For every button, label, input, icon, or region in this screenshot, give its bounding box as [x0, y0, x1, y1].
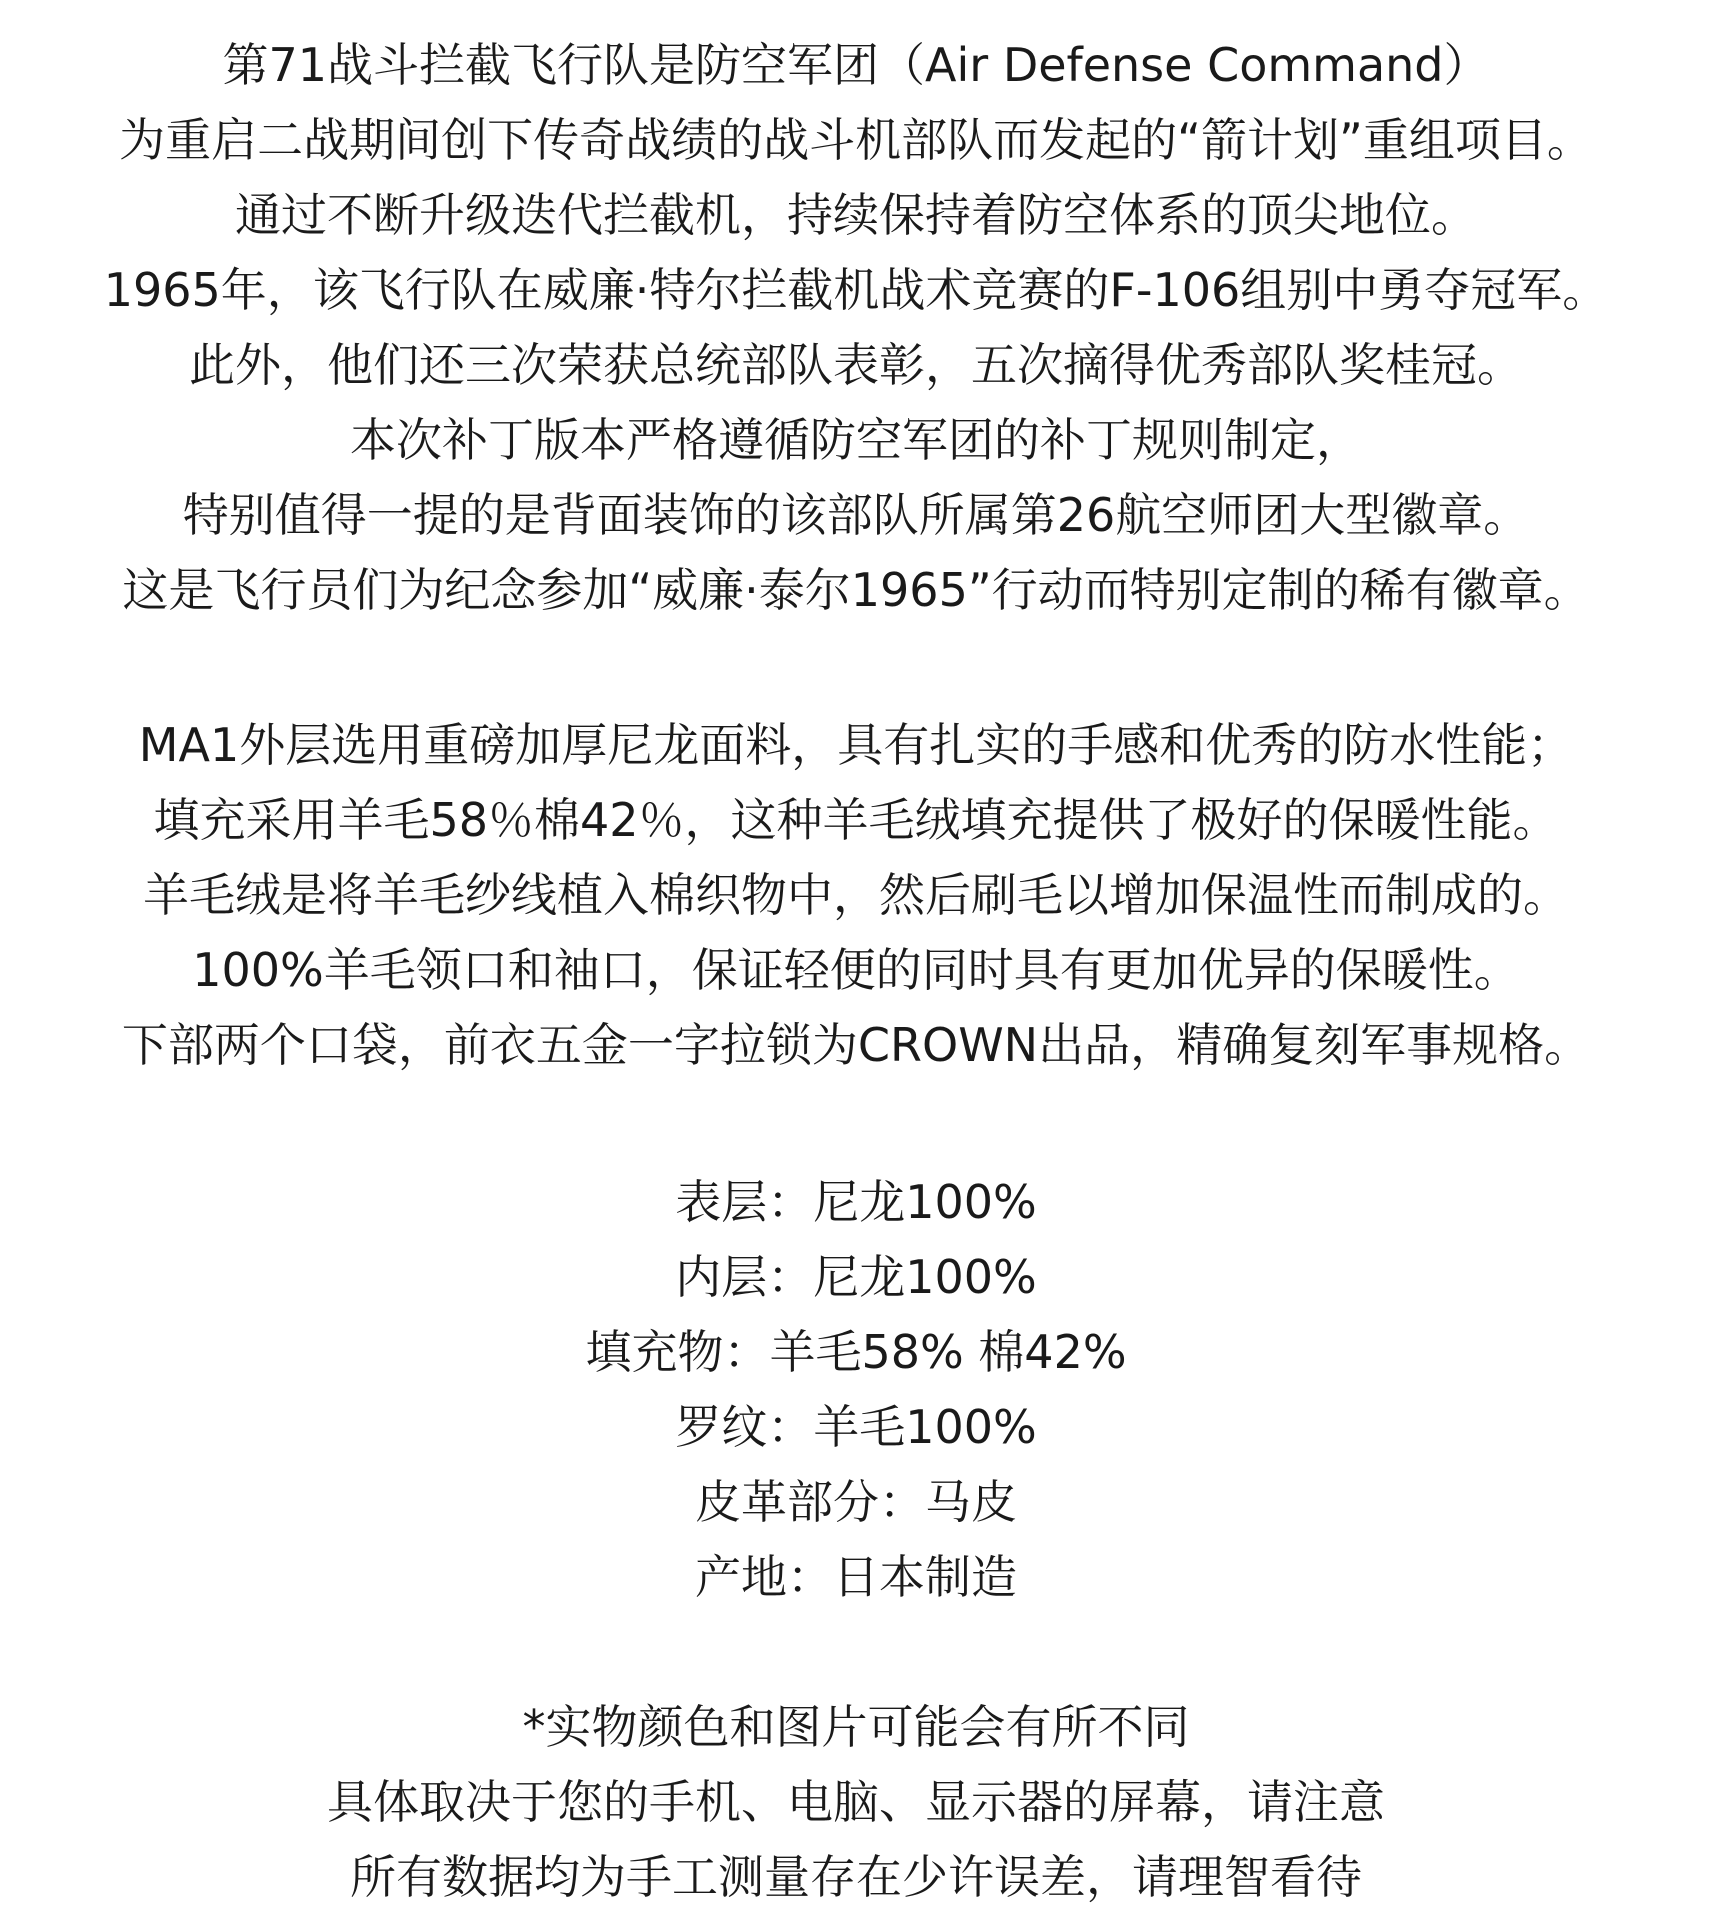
material-line: 填充采用羊毛58％棉42％，这种羊毛绒填充提供了极好的保暖性能。	[153, 793, 1559, 847]
history-line: 特别值得一提的是背面装饰的该部队所属第26航空师团大型徽章。	[182, 488, 1530, 542]
history-line: 这是飞行员们为纪念参加“威廉·泰尔1965”行动而特别定制的稀有徽章。	[122, 563, 1590, 617]
disclaimer-line: 具体取决于您的手机、电脑、显示器的屏幕，请注意	[327, 1775, 1385, 1829]
disclaimer-line: 所有数据均为手工测量存在少许误差，请理智看待	[350, 1850, 1362, 1904]
spec-leather: 皮革部分：马皮	[695, 1475, 1017, 1529]
spec-filling: 填充物：羊毛58% 棉42%	[585, 1325, 1127, 1379]
history-line: 1965年，该飞行队在威廉·特尔拦截机战术竞赛的F-106组别中勇夺冠军。	[103, 263, 1609, 317]
specification-list	[0, 1165, 1712, 1615]
spec-origin: 产地：日本制造	[695, 1550, 1017, 1604]
history-line: 通过不断升级迭代拦截机，持续保持着防空体系的顶尖地位。	[235, 188, 1477, 242]
history-line: 本次补丁版本严格遵循防空军团的补丁规则制定，	[350, 413, 1362, 467]
material-line: 100%羊毛领口和袖口，保证轻便的同时具有更加优异的保暖性。	[192, 943, 1520, 997]
spec-inner-layer: 内层：尼龙100%	[675, 1250, 1037, 1304]
material-line: 下部两个口袋，前衣五金一字拉锁为CROWN出品，精确复刻军事规格。	[121, 1018, 1591, 1072]
material-description-section	[0, 708, 1712, 1083]
history-line: 为重启二战期间创下传奇战绩的战斗机部队而发起的“箭计划”重组项目。	[119, 113, 1593, 167]
unit-history-section	[0, 28, 1712, 628]
material-line: MA1外层选用重磅加厚尼龙面料，具有扎实的手感和优秀的防水性能；	[138, 718, 1574, 772]
spec-rib: 罗纹：羊毛100%	[675, 1400, 1037, 1454]
disclaimer-section	[0, 1690, 1712, 1915]
history-line: 第71战斗拦截飞行队是防空军团（Air Defense Command）	[222, 38, 1490, 92]
material-line: 羊毛绒是将羊毛纱线植入棉织物中，然后刷毛以增加保温性而制成的。	[143, 868, 1569, 922]
disclaimer-line: *实物颜色和图片可能会有所不同	[522, 1700, 1190, 1754]
history-line: 此外，他们还三次荣获总统部队表彰，五次摘得优秀部队奖桂冠。	[189, 338, 1523, 392]
spec-outer-layer: 表层：尼龙100%	[675, 1175, 1037, 1229]
